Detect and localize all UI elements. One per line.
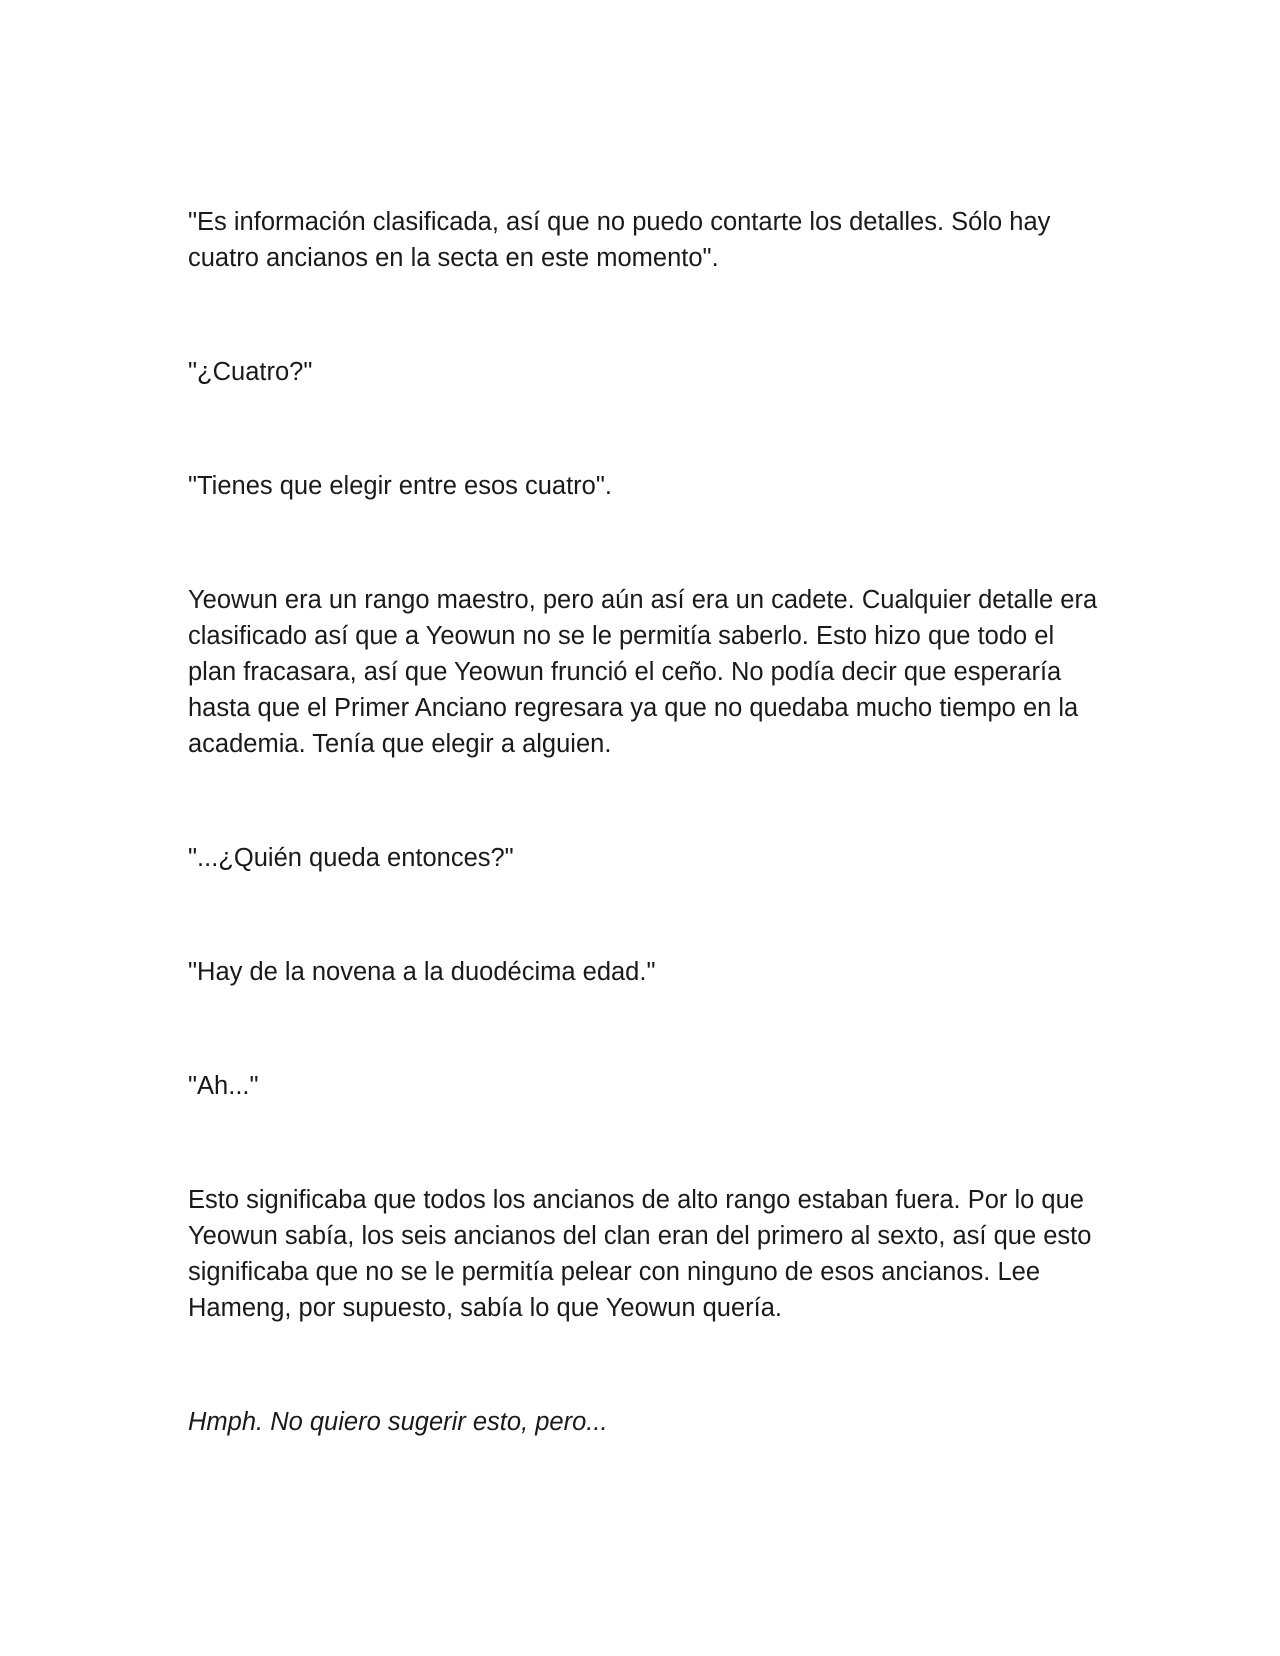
paragraph: Esto significaba que todos los ancianos de alto rango estaban fuera. Por lo que Yeowun sabía, los seis ancianos del clan eran del primero al sexto, así que esto significaba que no se le permitía pelear con ninguno de esos ancianos. Lee Hameng, por supuesto, sabía lo que Yeowun quería.: [188, 1186, 1092, 1322]
paragraph: "Es información clasificada, así que no puedo contarte los detalles. Sólo hay cuatro ancianos en la secta en este momento".: [188, 208, 1051, 272]
paragraph: "Tienes que elegir entre esos cuatro".: [188, 472, 612, 500]
paragraph: "Hay de la novena a la duodécima edad.": [188, 958, 656, 986]
paragraph: "Ah...": [188, 1072, 259, 1100]
paragraph-italic: Hmph. No quiero sugerir esto, pero...: [188, 1408, 608, 1436]
document-body: [188, 204, 1108, 1518]
paragraph: "...¿Quién queda entonces?": [188, 844, 514, 872]
paragraph: Yeowun era un rango maestro, pero aún así era un cadete. Cualquier detalle era clasificado así que a Yeowun no se le permitía saberlo. Esto hizo que todo el plan fracasara, así que Yeowun frunció el ceño. No podía decir que esperaría hasta que el Primer Anciano regresara ya que no quedaba mucho tiempo en la academia. Tenía que elegir a alguien.: [188, 586, 1098, 758]
paragraph: "¿Cuatro?": [188, 358, 313, 386]
